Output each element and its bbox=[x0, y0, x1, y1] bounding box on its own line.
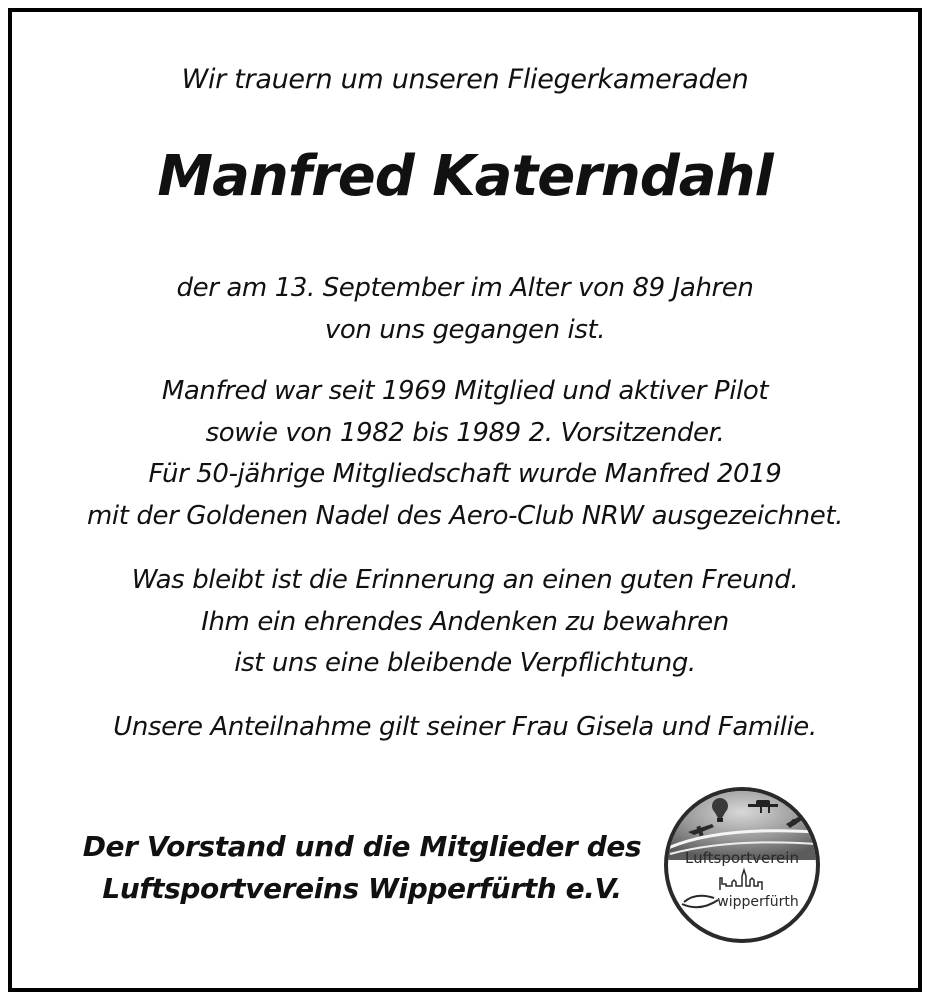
text-line: Manfred war seit 1969 Mitglied und aktiver Pilot bbox=[161, 376, 769, 406]
signature bbox=[52, 826, 672, 910]
paragraph-remembrance bbox=[0, 560, 930, 685]
text-line: der am 13. September im Alter von 89 Jahren bbox=[176, 273, 754, 303]
signature-line: Der Vorstand und die Mitglieder des bbox=[82, 830, 642, 863]
text-line: ist uns eine bleibende Verpflichtung. bbox=[234, 648, 696, 678]
signature-line: Luftsportvereins Wipperfürth e.V. bbox=[102, 872, 622, 905]
text-line: Was bleibt ist die Erinnerung an einen guten Freund. bbox=[131, 565, 799, 595]
text-line: Unsere Anteilnahme gilt seiner Frau Gisela und Familie. bbox=[113, 712, 817, 742]
text-line: Ihm ein ehrendes Andenken zu bewahren bbox=[201, 606, 729, 637]
logo-bottom-text: wipperfürth bbox=[717, 894, 799, 910]
text-line: von uns gegangen ist. bbox=[324, 314, 606, 345]
club-logo bbox=[660, 786, 824, 944]
text-line: mit der Goldenen Nadel des Aero-Club NRW ausgezeichnet. bbox=[86, 500, 844, 531]
deceased-name: Manfred Katerndahl bbox=[157, 144, 773, 209]
text-line: sowie von 1982 bis 1989 2. Vorsitzender. bbox=[205, 417, 725, 448]
paragraph-condolence bbox=[0, 707, 930, 749]
logo-top-text: Luftsportverein bbox=[685, 849, 799, 867]
paragraph-membership bbox=[0, 371, 930, 537]
paragraph-death-info bbox=[0, 268, 930, 351]
text-line: Für 50-jährige Mitgliedschaft wurde Manfred 2019 bbox=[148, 459, 782, 489]
intro-line: Wir trauern um unseren Fliegerkameraden bbox=[181, 64, 749, 95]
